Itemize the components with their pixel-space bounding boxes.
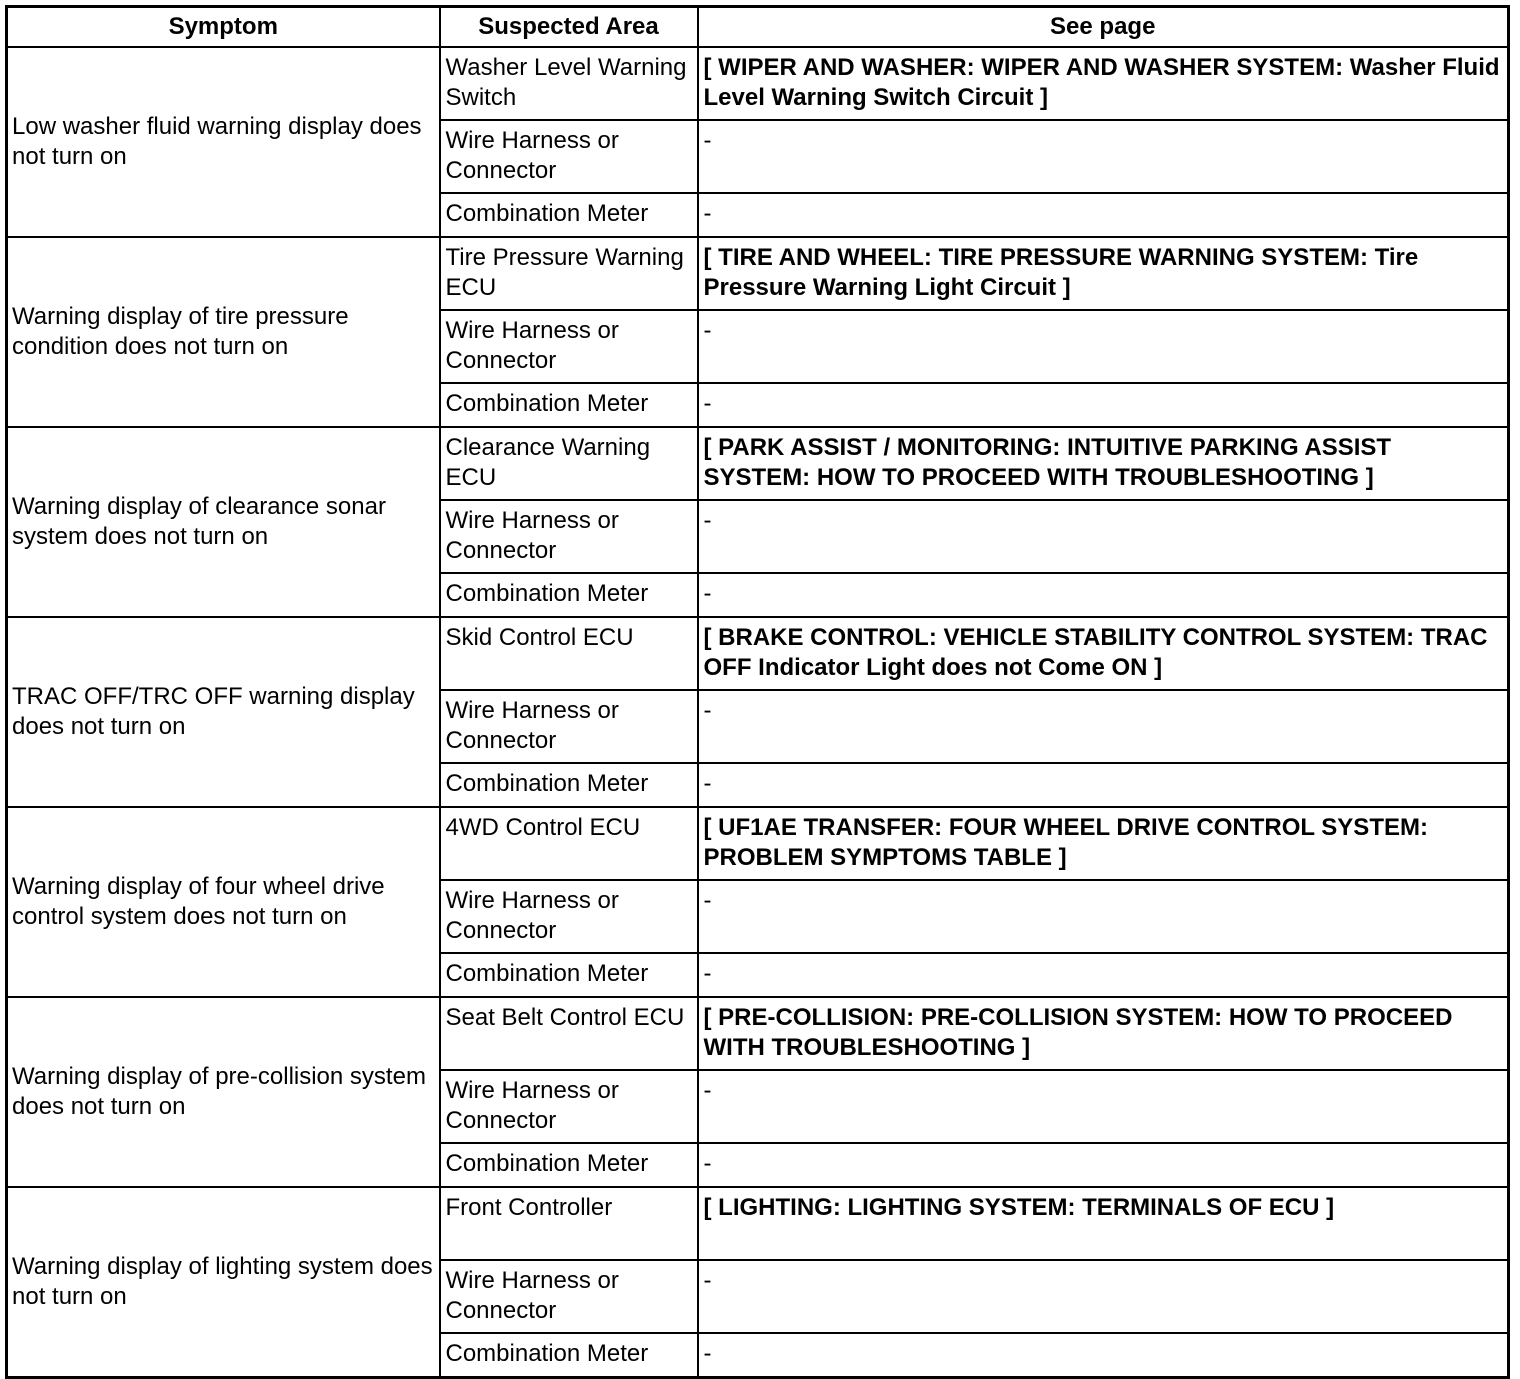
table-row	[7, 807, 1509, 880]
see-page-cell: -	[698, 953, 1509, 997]
suspected-area-cell: Wire Harness or Connector	[440, 1070, 698, 1143]
suspected-area-cell: Combination Meter	[440, 1333, 698, 1378]
see-page-cell: -	[698, 193, 1509, 237]
suspected-area-cell: Tire Pressure Warning ECU	[440, 237, 698, 310]
suspected-area-cell: Wire Harness or Connector	[440, 310, 698, 383]
table-row	[7, 237, 1509, 310]
table-body	[7, 47, 1509, 1378]
see-page-link[interactable]: [ UF1AE TRANSFER: FOUR WHEEL DRIVE CONTROL SYSTEM: PROBLEM SYMPTOMS TABLE ]	[698, 807, 1509, 880]
table-row	[7, 427, 1509, 500]
header-suspected-area: Suspected Area	[440, 7, 698, 48]
see-page-cell: -	[698, 573, 1509, 617]
symptom-cell: Low washer fluid warning display does not turn on	[7, 47, 440, 237]
suspected-area-cell: Wire Harness or Connector	[440, 690, 698, 763]
symptom-cell: TRAC OFF/TRC OFF warning display does not turn on	[7, 617, 440, 807]
see-page-link[interactable]: [ PRE-COLLISION: PRE-COLLISION SYSTEM: HOW TO PROCEED WITH TROUBLESHOOTING ]	[698, 997, 1509, 1070]
see-page-cell: -	[698, 1070, 1509, 1143]
see-page-link[interactable]: [ PARK ASSIST / MONITORING: INTUITIVE PARKING ASSIST SYSTEM: HOW TO PROCEED WITH TROUBLESHOOTING ]	[698, 427, 1509, 500]
table-row	[7, 1187, 1509, 1260]
see-page-cell: -	[698, 500, 1509, 573]
see-page-cell: -	[698, 383, 1509, 427]
suspected-area-cell: Wire Harness or Connector	[440, 500, 698, 573]
suspected-area-cell: 4WD Control ECU	[440, 807, 698, 880]
suspected-area-cell: Wire Harness or Connector	[440, 1260, 698, 1333]
suspected-area-cell: Skid Control ECU	[440, 617, 698, 690]
see-page-link[interactable]: [ WIPER AND WASHER: WIPER AND WASHER SYSTEM: Washer Fluid Level Warning Switch Circuit ]	[698, 47, 1509, 120]
header-see-page: See page	[698, 7, 1509, 48]
suspected-area-cell: Combination Meter	[440, 573, 698, 617]
suspected-area-cell: Combination Meter	[440, 383, 698, 427]
symptom-cell: Warning display of pre-collision system does not turn on	[7, 997, 440, 1187]
problem-symptoms-table	[5, 5, 1510, 1379]
suspected-area-cell: Seat Belt Control ECU	[440, 997, 698, 1070]
symptom-cell: Warning display of lighting system does not turn on	[7, 1187, 440, 1378]
see-page-cell: -	[698, 1333, 1509, 1378]
see-page-cell: -	[698, 1260, 1509, 1333]
see-page-link[interactable]: [ TIRE AND WHEEL: TIRE PRESSURE WARNING SYSTEM: Tire Pressure Warning Light Circuit ]	[698, 237, 1509, 310]
symptom-cell: Warning display of clearance sonar system does not turn on	[7, 427, 440, 617]
suspected-area-cell: Front Controller	[440, 1187, 698, 1260]
see-page-link[interactable]: [ LIGHTING: LIGHTING SYSTEM: TERMINALS OF ECU ]	[698, 1187, 1509, 1260]
table-header-row	[7, 7, 1509, 48]
suspected-area-cell: Wire Harness or Connector	[440, 880, 698, 953]
suspected-area-cell: Combination Meter	[440, 763, 698, 807]
symptom-cell: Warning display of tire pressure condition does not turn on	[7, 237, 440, 427]
suspected-area-cell: Combination Meter	[440, 193, 698, 237]
see-page-cell: -	[698, 880, 1509, 953]
troubleshooting-table-container	[5, 5, 1507, 1379]
see-page-cell: -	[698, 120, 1509, 193]
table-row	[7, 617, 1509, 690]
suspected-area-cell: Clearance Warning ECU	[440, 427, 698, 500]
suspected-area-cell: Combination Meter	[440, 953, 698, 997]
see-page-link[interactable]: [ BRAKE CONTROL: VEHICLE STABILITY CONTROL SYSTEM: TRAC OFF Indicator Light does not Come ON ]	[698, 617, 1509, 690]
see-page-cell: -	[698, 763, 1509, 807]
suspected-area-cell: Combination Meter	[440, 1143, 698, 1187]
see-page-cell: -	[698, 310, 1509, 383]
symptom-cell: Warning display of four wheel drive control system does not turn on	[7, 807, 440, 997]
header-symptom: Symptom	[7, 7, 440, 48]
suspected-area-cell: Washer Level Warning Switch	[440, 47, 698, 120]
suspected-area-cell: Wire Harness or Connector	[440, 120, 698, 193]
see-page-cell: -	[698, 1143, 1509, 1187]
table-row	[7, 997, 1509, 1070]
see-page-cell: -	[698, 690, 1509, 763]
table-row	[7, 47, 1509, 120]
